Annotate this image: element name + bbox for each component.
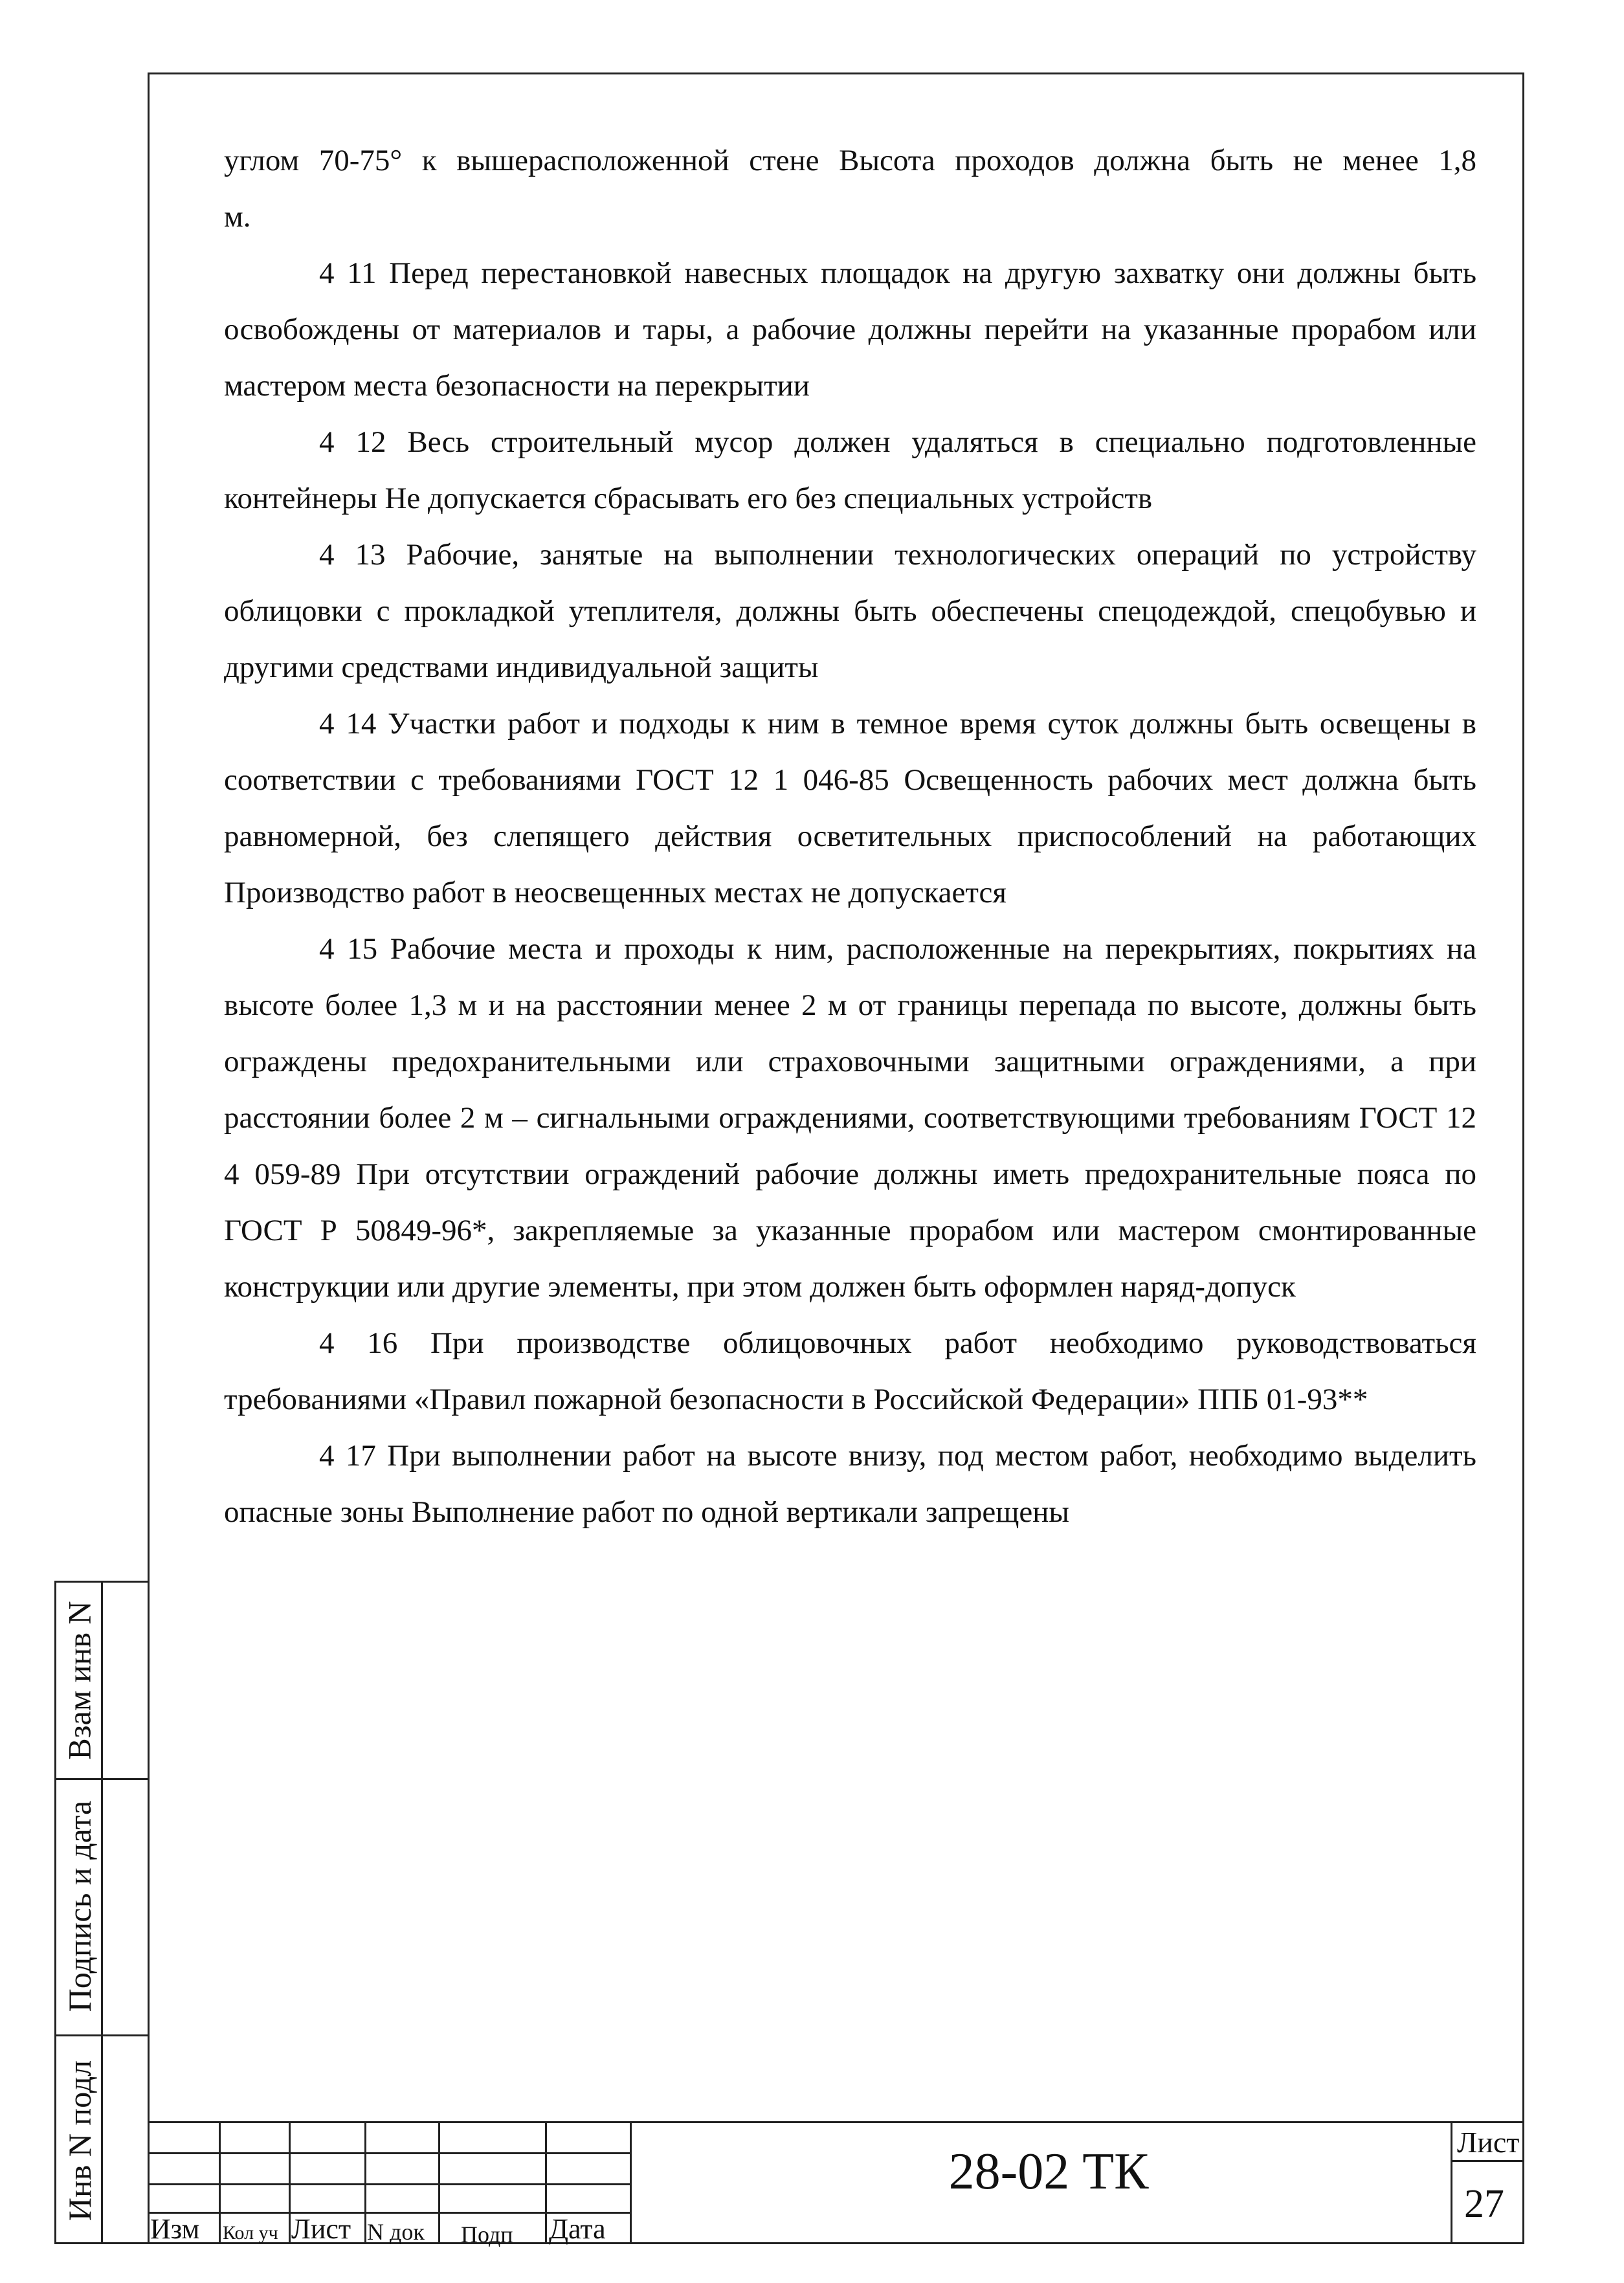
- side-stamp-value-column: [103, 1583, 150, 2242]
- sheet-number: 27: [1464, 2182, 1504, 2226]
- podp-label: Подп: [461, 2222, 513, 2247]
- paragraph-4-11: 4 11 Перед перестановкой навесных площадок на другую захватку они должны быть освобождены от материалов и тары, а рабочие должны перейти на указанные прорабом или мастером места безопасности на перекрытии: [224, 256, 1476, 403]
- continued-line-end: м.: [224, 200, 251, 234]
- tb-grid-line: [219, 2121, 221, 2244]
- tb-grid-line: [289, 2121, 291, 2244]
- document-code: 28-02 ТК: [948, 2143, 1149, 2200]
- paragraph-4-16: 4 16 При производстве облицовочных работ необходимо руководствоваться требованиями «Правил пожарной безопасности в Российской Федерации» ППБ 01-93**: [224, 1326, 1476, 1416]
- tb-grid-line: [1451, 2121, 1452, 2244]
- tb-grid-line: [438, 2121, 440, 2244]
- tb-grid-line: [364, 2121, 366, 2244]
- data-label: Дата: [549, 2213, 606, 2245]
- side-stamp: [54, 1581, 148, 2244]
- tb-grid-line: [545, 2121, 547, 2244]
- side-stamp-label-column: [56, 1583, 103, 2242]
- paragraph-4-15: 4 15 Рабочие места и проходы к ним, расположенные на перекрытиях, покрытиях на высоте более 1,3 м и на расстоянии менее 2 м от границы перепада по высоте, должны быть ограждены предохранительными или страховочными защитными ограждениями, а при расстоянии более 2 м – сигнальными ограждениями, соответствующими требованиям ГОСТ 12 4 059-89 При отсутствии ограждений рабочие должны иметь предохранительные пояса по ГОСТ Р 50849-96*, закрепляемые за указанные прорабом или мастером смонтированные конструкции или другие элементы, при этом должен быть оформлен наряд-допуск: [224, 932, 1476, 1304]
- paragraph-4-14: 4 14 Участки работ и подходы к ним в темное время суток должны быть освещены в соответствии с требованиями ГОСТ 12 1 046-85 Освещенность рабочих мест должна быть равномерной, без слепящего действия осветительных приспособлений на работающих Производство работ в неосвещенных местах не допускается: [224, 707, 1476, 909]
- list-label: Лист: [291, 2213, 351, 2245]
- vzam-inv-label-cell: [56, 1583, 103, 1778]
- n-dok-label: N док: [367, 2219, 425, 2245]
- side-divider: [103, 2034, 148, 2036]
- paragraph-4-17: 4 17 При выполнении работ на высоте внизу, под местом работ, необходимо выделить опасные зоны Выполнение работ по одной вертикали запрещены: [224, 1439, 1476, 1529]
- sheet-label: Лист: [1457, 2126, 1520, 2159]
- tb-grid-line: [630, 2121, 632, 2244]
- podpis-label-cell: [56, 1778, 103, 2034]
- document-body: [224, 133, 1476, 1541]
- tb-border: [148, 2121, 1524, 2123]
- side-divider: [103, 1778, 148, 1780]
- tb-grid-line: [1451, 2160, 1524, 2162]
- paragraph-4-12: 4 12 Весь строительный мусор должен удаляться в специально подготовленные контейнеры Не допускается сбрасывать его без специальных устройств: [224, 425, 1476, 515]
- paragraph-4-13: 4 13 Рабочие, занятые на выполнении технологических операций по устройству облицовки с прокладкой утеплителя, должны быть обеспечены спецодеждой, спецобувью и другими средствами индивидуальной защиты: [224, 538, 1476, 684]
- title-block: [148, 2121, 1524, 2244]
- izm-label: Изм: [150, 2213, 200, 2245]
- inv-podl-label-cell: [56, 2034, 103, 2246]
- continued-line: углом 70-75° к вышерасположенной стене Высота проходов должна быть не менее 1,8: [224, 144, 1476, 177]
- vzam-inv-label: Взам инв N: [61, 1601, 98, 1760]
- kol-uch-label: Кол уч: [223, 2222, 278, 2244]
- podpis-label: Подпись и дата: [61, 1800, 98, 2012]
- inv-podl-label: Инв N подл: [61, 2060, 98, 2221]
